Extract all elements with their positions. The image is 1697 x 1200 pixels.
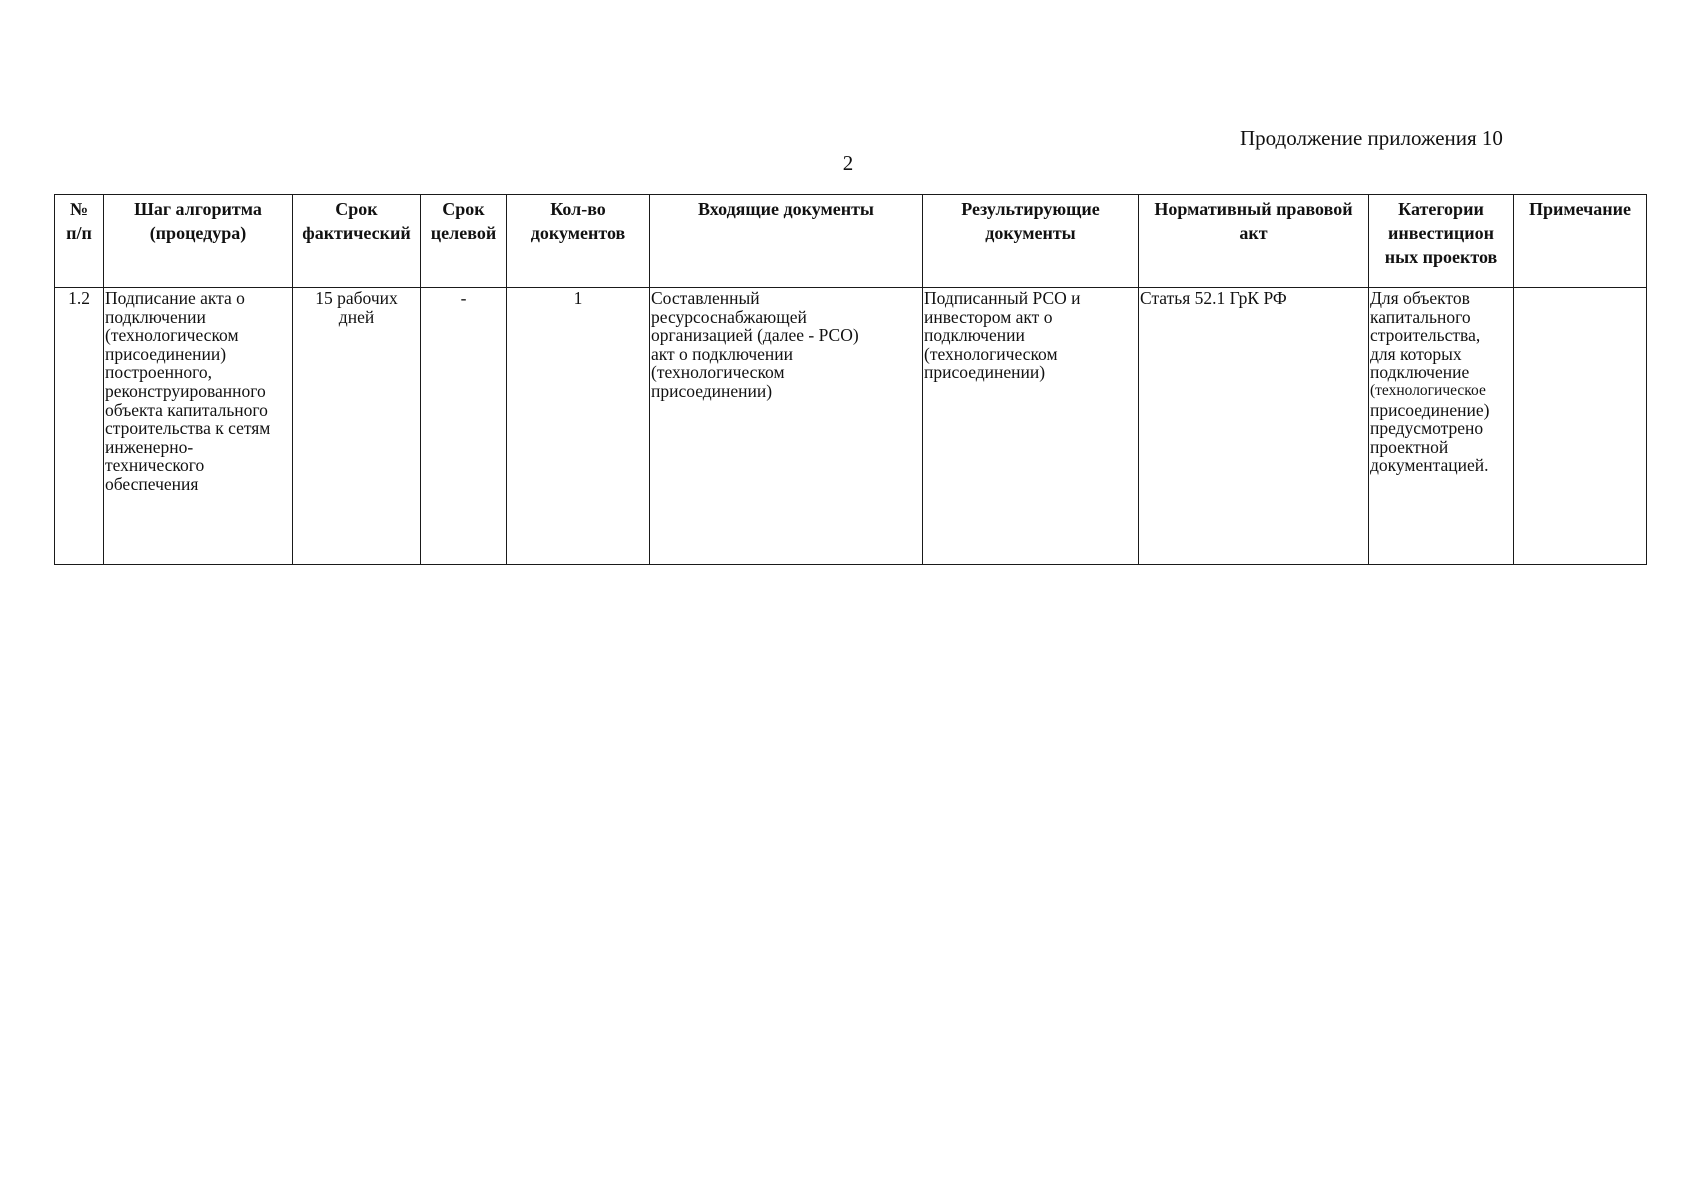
column-header-categories: Категории инвестицион ных проектов — [1369, 195, 1514, 288]
categories-text-part-1: Для объектов капитального строительства, для которых подключение — [1370, 288, 1481, 383]
doc-count-cell: 1 — [507, 288, 650, 565]
table-header-row — [55, 195, 1647, 288]
legal-act-cell: Статья 52.1 ГрК РФ — [1139, 288, 1369, 565]
categories-text-part-2: (технологическое — [1370, 381, 1486, 399]
page-number: 2 — [842, 151, 854, 175]
categories-text-part-3: присоединение) предусмотрено проектной документацией. — [1370, 399, 1490, 476]
column-header-term-actual: Срок фактический — [293, 195, 421, 288]
column-header-term-target: Срок целевой — [421, 195, 507, 288]
column-header-note: Примечание — [1514, 195, 1647, 288]
column-header-number: № п/п — [55, 195, 104, 288]
column-header-legal-act: Нормативный правовой акт — [1139, 195, 1369, 288]
note-cell — [1514, 288, 1647, 565]
column-header-resulting-docs: Результирующие документы — [923, 195, 1139, 288]
step-cell: Подписание акта о подключении (технологическом присоединении) построенного, реконструированного объекта капитального строительства к сетям инженерно- технического обеспечения — [104, 288, 293, 565]
categories-cell — [1369, 288, 1514, 565]
resulting-docs-cell: Подписанный РСО и инвестором акт о подключении (технологическом присоединении) — [923, 288, 1139, 565]
term-target-cell: - — [421, 288, 507, 565]
term-actual-cell: 15 рабочих дней — [293, 288, 421, 565]
incoming-docs-cell: Составленный ресурсоснабжающей организацией (далее - РСО) акт о подключении (технологическом присоединении) — [650, 288, 923, 565]
column-header-doc-count: Кол-во документов — [507, 195, 650, 288]
column-header-incoming-docs: Входящие документы — [650, 195, 923, 288]
row-number-cell: 1.2 — [55, 288, 104, 565]
column-header-step: Шаг алгоритма (процедура) — [104, 195, 293, 288]
appendix-continuation-header: Продолжение приложения 10 — [1240, 126, 1503, 150]
algorithm-table — [54, 194, 1647, 565]
table-row — [55, 288, 1647, 565]
